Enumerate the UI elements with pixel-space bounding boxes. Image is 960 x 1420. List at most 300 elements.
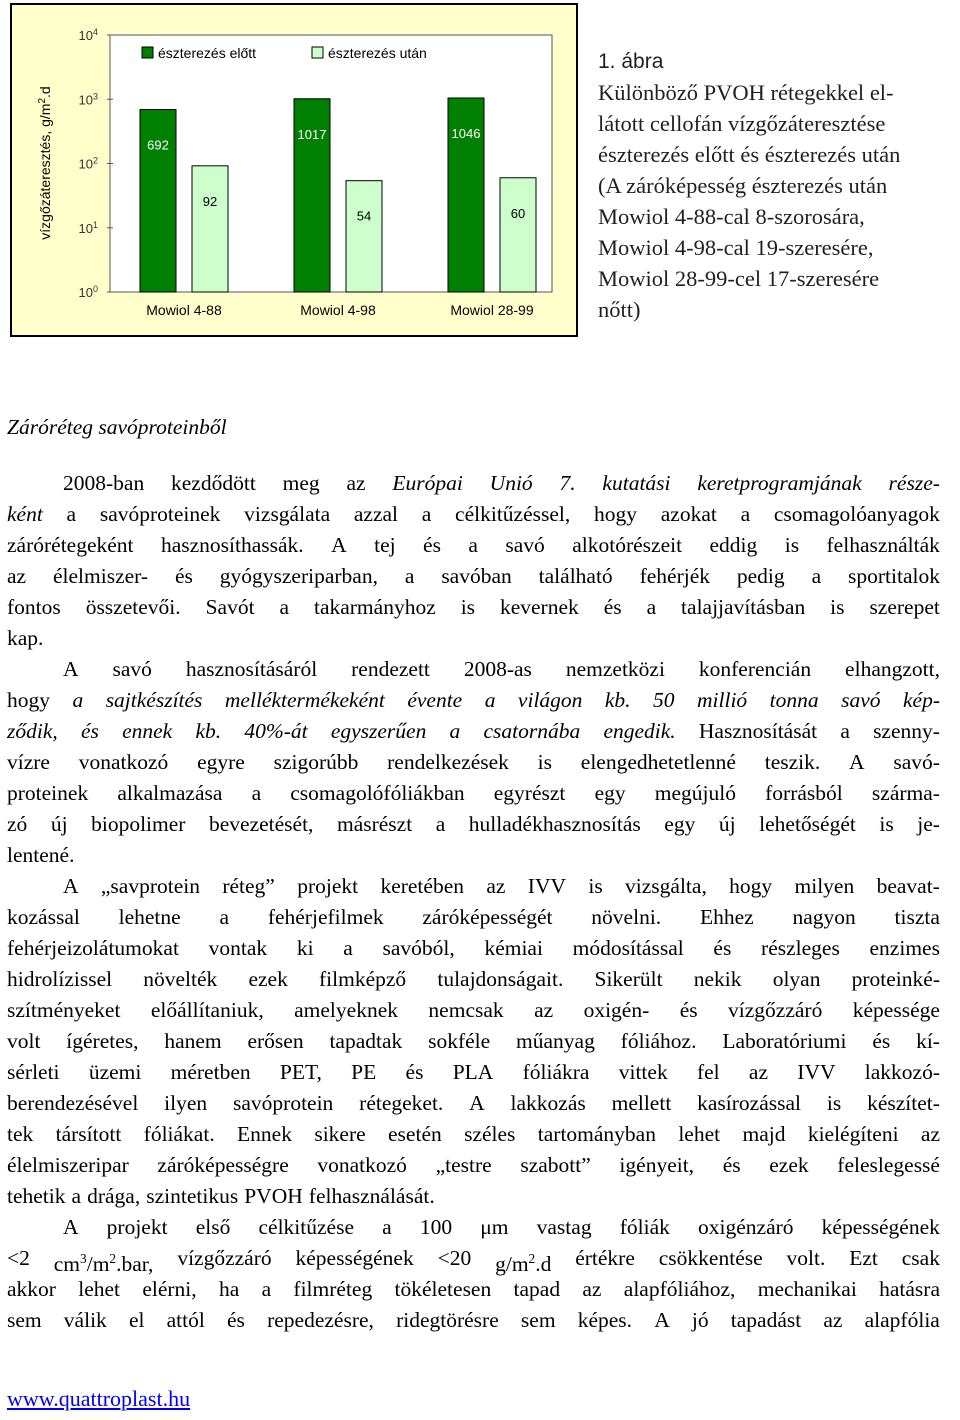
- word: <2: [7, 1246, 30, 1270]
- y-tick-label: $10^4$: [78, 27, 98, 43]
- word: ha: [218, 1277, 240, 1301]
- word: vonatkozó: [317, 1153, 407, 1177]
- word: A: [469, 1091, 485, 1115]
- word: Ennek: [237, 1122, 292, 1146]
- bar-after-esterification: [346, 181, 382, 292]
- text-line: [7, 1057, 940, 1088]
- word: melléktermékeként: [224, 688, 385, 712]
- word: a: [261, 1277, 272, 1301]
- word: fóliákra: [522, 1060, 590, 1084]
- word: záróképességre: [157, 1153, 289, 1177]
- word: egyrészt: [493, 781, 566, 805]
- word: 50: [653, 688, 675, 712]
- word: és: [722, 1153, 741, 1177]
- word: kutatási: [602, 471, 671, 495]
- word: proteinké-: [851, 967, 940, 991]
- text-line: [7, 747, 940, 778]
- word: berendezésével: [7, 1091, 139, 1115]
- word: projekt: [106, 1215, 168, 1239]
- word: repedezésre,: [267, 1308, 374, 1332]
- legend-swatch-before: [142, 47, 153, 58]
- word: lentené.: [7, 843, 75, 867]
- word: az: [486, 874, 506, 898]
- word: A: [654, 1308, 670, 1332]
- word: élelmiszeripar: [7, 1153, 129, 1177]
- word: első: [195, 1215, 231, 1239]
- word: a: [840, 719, 850, 743]
- word: egyre: [197, 750, 245, 774]
- word: a: [251, 781, 262, 805]
- word: lehet: [678, 1122, 721, 1146]
- word: lehet: [78, 1277, 121, 1301]
- word: Sikerült: [594, 967, 663, 991]
- word: alkalmazása: [117, 781, 223, 805]
- word: sokféle: [428, 1029, 491, 1053]
- website-link[interactable]: www.quattroplast.hu: [7, 1386, 191, 1411]
- word: gyógyszeriparban,: [219, 564, 378, 588]
- word: IVV: [797, 1060, 836, 1084]
- word: hogy: [729, 874, 773, 898]
- word: a: [343, 936, 353, 960]
- caption-line: nőtt): [598, 297, 641, 322]
- word: a: [811, 564, 822, 588]
- word: Ehhez: [699, 905, 754, 929]
- bar-data-label: 1046: [451, 125, 481, 141]
- word: mellett: [611, 1091, 672, 1115]
- word: zó: [7, 812, 28, 836]
- word: milyen: [794, 874, 855, 898]
- word: savóproteinek: [99, 502, 221, 526]
- word: el: [128, 1308, 145, 1332]
- word: is: [879, 812, 894, 836]
- word: záróképességét: [422, 905, 553, 929]
- word: méretben: [170, 1060, 251, 1084]
- text-line: [7, 468, 940, 499]
- word: erősen: [247, 1029, 304, 1053]
- word: szerepet: [869, 595, 940, 619]
- word: fehérjeizolátumokat: [7, 936, 179, 960]
- word: savóban: [441, 564, 512, 588]
- word: sérleti: [7, 1060, 60, 1084]
- word: hatásra: [879, 1277, 940, 1301]
- text-line: [7, 1150, 940, 1181]
- word: ígéretes,: [66, 1029, 139, 1053]
- word: teszik.: [764, 750, 821, 774]
- word: fontos: [7, 595, 61, 619]
- word: célkitűzéssel,: [455, 502, 571, 526]
- word: csatornába: [483, 719, 581, 743]
- word: csökkentése: [658, 1246, 763, 1270]
- word: növelték: [143, 967, 218, 991]
- word: kevernek: [499, 595, 579, 619]
- text-line: [7, 623, 940, 654]
- word: szabott”: [520, 1153, 591, 1177]
- word: Hasznosítását: [698, 719, 818, 743]
- word: széles: [464, 1122, 516, 1146]
- figure-caption: [598, 46, 960, 325]
- word: növelni.: [591, 905, 662, 929]
- word: fehérjefilmek: [267, 905, 384, 929]
- caption-line: észterezés előtt és észterezés után: [598, 142, 901, 167]
- word: nemcsak: [428, 998, 504, 1022]
- word: „testre: [435, 1153, 492, 1177]
- word: képességének: [821, 1215, 940, 1239]
- word: kb.: [604, 688, 631, 712]
- word: PLA: [452, 1060, 494, 1084]
- word: A: [849, 750, 865, 774]
- word: tartományban: [537, 1122, 656, 1146]
- word: célkitűzése: [258, 1215, 355, 1239]
- word: társított: [55, 1122, 122, 1146]
- word: keretprogramjának: [697, 471, 862, 495]
- word: a: [72, 688, 84, 712]
- word: azokat: [660, 502, 717, 526]
- word: az: [748, 1060, 769, 1084]
- word: engedik.: [603, 719, 676, 743]
- text-line: [7, 654, 940, 685]
- y-tick-label: $10^2$: [78, 155, 98, 172]
- word: felhasználták: [826, 533, 940, 557]
- word: hogy: [7, 688, 50, 712]
- word: kap.: [7, 626, 44, 650]
- word: Savót: [205, 595, 255, 619]
- word: kozással: [7, 905, 80, 929]
- word: projekt: [297, 874, 359, 898]
- word: is: [588, 874, 603, 898]
- word: $cm^3/m^2.bar$,: [53, 1251, 154, 1277]
- text-line: [7, 499, 940, 530]
- word: a: [382, 1215, 392, 1239]
- word: Laboratóriumi: [722, 1029, 847, 1053]
- text-line: [7, 1181, 940, 1212]
- word: csomagolófóliákban: [290, 781, 465, 805]
- word: drága,: [87, 1184, 141, 1208]
- text-line: [7, 778, 940, 809]
- word: oxigén-: [583, 998, 650, 1022]
- word: takarmányhoz: [313, 595, 436, 619]
- word: esetén: [388, 1122, 442, 1146]
- word: A: [331, 533, 347, 557]
- word: sikere: [314, 1122, 366, 1146]
- x-category-label: Mowiol 4-88: [146, 302, 222, 318]
- word: fóliákat.: [143, 1122, 215, 1146]
- word: található: [538, 564, 613, 588]
- word: savóból,: [382, 936, 455, 960]
- word: millió: [697, 688, 748, 712]
- word: válik: [63, 1308, 107, 1332]
- word: képességének: [295, 1246, 414, 1270]
- word: sajtkészítés: [105, 688, 203, 712]
- word: ridegtörésre: [396, 1308, 499, 1332]
- word: meg: [282, 471, 320, 495]
- word: előállítaniuk,: [150, 998, 264, 1022]
- word: kémiai: [484, 936, 543, 960]
- word: Unió: [489, 471, 533, 495]
- word: μm: [480, 1215, 509, 1239]
- word: része-: [888, 471, 940, 495]
- word: 100: [419, 1215, 453, 1239]
- word: pedig: [736, 564, 785, 588]
- caption-line: (A záróképesség észterezés után: [598, 173, 888, 198]
- word: Ezt: [849, 1246, 878, 1270]
- word: a: [646, 595, 657, 619]
- word: 40%-át: [244, 719, 308, 743]
- word: szigorúbb: [273, 750, 359, 774]
- bar-data-label: 92: [202, 193, 218, 209]
- word: elengedhetetlenné: [580, 750, 736, 774]
- body-text: [7, 468, 940, 1336]
- text-line: [7, 809, 940, 840]
- word: konferencián: [698, 657, 812, 681]
- word: az: [582, 1277, 602, 1301]
- text-line: [7, 1243, 940, 1277]
- text-line: [7, 561, 940, 592]
- word: eddig: [709, 533, 758, 557]
- word: lehetőségét: [759, 812, 856, 836]
- caption-line: látott cellofán vízgőzáteresztése: [598, 111, 886, 136]
- word: 2008-ban: [63, 471, 145, 495]
- text-line: [7, 840, 940, 871]
- word: tiszta: [894, 905, 940, 929]
- text-line: [7, 995, 940, 1026]
- word: savó: [112, 657, 152, 681]
- bar-data-label: 1017: [297, 126, 327, 142]
- word: alapfóliához,: [623, 1277, 736, 1301]
- word: vizsgálata: [244, 502, 331, 526]
- word: ként: [7, 502, 43, 526]
- chart-svg: [12, 5, 580, 339]
- legend-label-before: észterezés előtt: [158, 45, 257, 61]
- word: szárma-: [871, 781, 940, 805]
- word: enzimes: [869, 936, 940, 960]
- word: hasznosíthassák.: [160, 533, 304, 557]
- word: ennek: [122, 719, 173, 743]
- word: mechanikai: [757, 1277, 857, 1301]
- caption-line: Mowiol 28-99-cel 17-szeresére: [598, 266, 880, 291]
- word: a: [484, 688, 496, 712]
- word: az: [7, 564, 27, 588]
- word: sem: [7, 1308, 42, 1332]
- word: és: [405, 1060, 424, 1084]
- word: ezek: [248, 967, 288, 991]
- word: vízgőzzáró: [728, 998, 823, 1022]
- word: hogy: [594, 502, 637, 526]
- bar-data-label: 54: [356, 208, 372, 224]
- word: nemzetközi: [565, 657, 665, 681]
- word: új: [718, 812, 736, 836]
- word: csomagolóanyagok: [773, 502, 940, 526]
- word: a: [421, 502, 432, 526]
- word: élelmiszer-: [52, 564, 149, 588]
- word: vastag: [536, 1215, 592, 1239]
- word: egyszerűen: [330, 719, 427, 743]
- y-tick-label: $10^0$: [78, 284, 98, 300]
- vapour-permeability-chart: [10, 3, 578, 337]
- word: tökéletesen: [394, 1277, 492, 1301]
- word: kép-: [902, 688, 940, 712]
- word: PVOH: [244, 1184, 303, 1208]
- word: részleges: [761, 936, 840, 960]
- word: képessége: [852, 998, 940, 1022]
- word: fel: [696, 1060, 720, 1084]
- word: A: [63, 874, 79, 898]
- word: és: [603, 595, 622, 619]
- word: és: [174, 564, 193, 588]
- word: tapadtak: [329, 1029, 403, 1053]
- legend-swatch-after: [312, 47, 323, 58]
- word: beavat-: [876, 874, 940, 898]
- word: 2008-as: [463, 657, 532, 681]
- word: filmképző: [319, 967, 407, 991]
- word: hulladékhasznosítás: [468, 812, 641, 836]
- text-line: [7, 1212, 940, 1243]
- caption-line: Mowiol 4-88-cal 8-szorosára,: [598, 204, 865, 229]
- bar-data-label: 692: [147, 137, 169, 153]
- word: tulajdonságait.: [437, 967, 564, 991]
- word: a: [71, 1184, 82, 1208]
- word: savó-: [893, 750, 940, 774]
- word: is: [830, 595, 845, 619]
- word: is: [826, 1091, 842, 1115]
- y-axis-label: vízgőzáteresztés, $g/m^2.d$: [37, 86, 53, 240]
- word: jó: [691, 1308, 709, 1332]
- word: a: [219, 905, 230, 929]
- word: tehetik: [7, 1184, 66, 1208]
- text-line: [7, 716, 940, 747]
- word: vontak: [208, 936, 268, 960]
- word: attól: [166, 1308, 205, 1332]
- text-line: [7, 685, 940, 716]
- word: a: [279, 595, 290, 619]
- word: kí-: [916, 1029, 940, 1053]
- word: is: [537, 750, 553, 774]
- section-heading: Záróréteg savóproteinből: [7, 415, 227, 439]
- word: és: [227, 1308, 245, 1332]
- word: új: [50, 812, 68, 836]
- word: és: [80, 719, 99, 743]
- x-category-label: Mowiol 28-99: [450, 302, 534, 318]
- word: sem: [520, 1308, 556, 1332]
- word: módosítással: [572, 936, 684, 960]
- word: nagyon: [792, 905, 856, 929]
- word: és: [872, 1029, 891, 1053]
- text-line: [7, 1026, 940, 1057]
- word: értékre: [575, 1246, 635, 1270]
- word: a: [449, 719, 461, 743]
- text-line: [7, 964, 940, 995]
- text-line: [7, 902, 940, 933]
- word: vonatkozó: [78, 750, 169, 774]
- word: je-: [917, 812, 940, 836]
- word: savó: [505, 533, 545, 557]
- word: ződik,: [7, 719, 58, 743]
- word: hidrolízissel: [7, 967, 113, 991]
- word: a: [404, 564, 415, 588]
- word: rétegeket.: [359, 1091, 444, 1115]
- word: képes.: [577, 1308, 633, 1332]
- word: feleslegessé: [837, 1153, 940, 1177]
- word: egy: [594, 781, 626, 805]
- word: alapfólia: [864, 1308, 940, 1332]
- word: proteinek: [7, 781, 89, 805]
- word: bevezetését,: [208, 812, 314, 836]
- word: lakkozó-: [864, 1060, 940, 1084]
- word: PE: [351, 1060, 377, 1084]
- caption-line: Mowiol 4-98-cal 19-szeresére,: [598, 235, 874, 260]
- word: olyan: [772, 967, 821, 991]
- word: lakkozás: [510, 1091, 586, 1115]
- word: világon: [517, 688, 583, 712]
- word: tej: [374, 533, 396, 557]
- word: az: [346, 471, 366, 495]
- word: fehérjék: [639, 564, 710, 588]
- word: <20: [437, 1246, 472, 1270]
- word: oxigénzáró: [698, 1215, 794, 1239]
- word: is: [460, 595, 476, 619]
- word: IVV: [527, 874, 566, 898]
- word: a: [740, 502, 751, 526]
- bar-after-esterification: [192, 166, 228, 292]
- word: tapadást: [730, 1308, 802, 1332]
- word: filmréteg: [293, 1277, 373, 1301]
- word: alkotórészeit: [572, 533, 683, 557]
- caption-line: Különböző PVOH rétegekkel el-: [598, 80, 894, 105]
- word: kb.: [195, 719, 222, 743]
- word: felhasználását.: [308, 1184, 435, 1208]
- word: ezek: [769, 1153, 809, 1177]
- word: rendezett: [351, 657, 430, 681]
- word: csak: [901, 1246, 940, 1270]
- word: nekik: [693, 967, 742, 991]
- bar-data-label: 60: [510, 205, 526, 221]
- word: 7.: [559, 471, 576, 495]
- word: másrészt: [336, 812, 413, 836]
- word: PET,: [279, 1060, 322, 1084]
- word: a: [435, 812, 446, 836]
- word: lehetne: [118, 905, 181, 929]
- word: összetevői.: [85, 595, 181, 619]
- legend-label-after: észterezés után: [328, 45, 427, 61]
- y-tick-label: $10^1$: [78, 219, 98, 236]
- word: sportitalok: [848, 564, 940, 588]
- word: vízre: [7, 750, 50, 774]
- word: és: [423, 533, 441, 557]
- word: akkor: [7, 1277, 56, 1301]
- word: hanem: [164, 1029, 222, 1053]
- word: ki: [296, 936, 314, 960]
- text-line: [7, 871, 940, 902]
- x-category-label: Mowiol 4-98: [300, 302, 376, 318]
- bar-after-esterification: [500, 178, 536, 292]
- word: forrásból: [765, 781, 843, 805]
- word: rendelkezések: [387, 750, 509, 774]
- word: azzal: [353, 502, 399, 526]
- word: szítményeket: [7, 998, 121, 1022]
- word: a: [66, 502, 77, 526]
- word: savó: [841, 688, 881, 712]
- caption-figure-number: 1. ábra: [598, 50, 664, 73]
- word: kezdődött: [171, 471, 256, 495]
- text-line: [7, 933, 940, 964]
- y-tick-label: $10^3$: [78, 91, 98, 108]
- word: fóliák: [619, 1215, 670, 1239]
- word: kasírozással: [697, 1091, 802, 1115]
- word: üzemi: [88, 1060, 142, 1084]
- word: az: [920, 1122, 940, 1146]
- word: A: [63, 1215, 79, 1239]
- word: majd: [742, 1122, 786, 1146]
- word: $g/m^2.d$: [495, 1251, 552, 1277]
